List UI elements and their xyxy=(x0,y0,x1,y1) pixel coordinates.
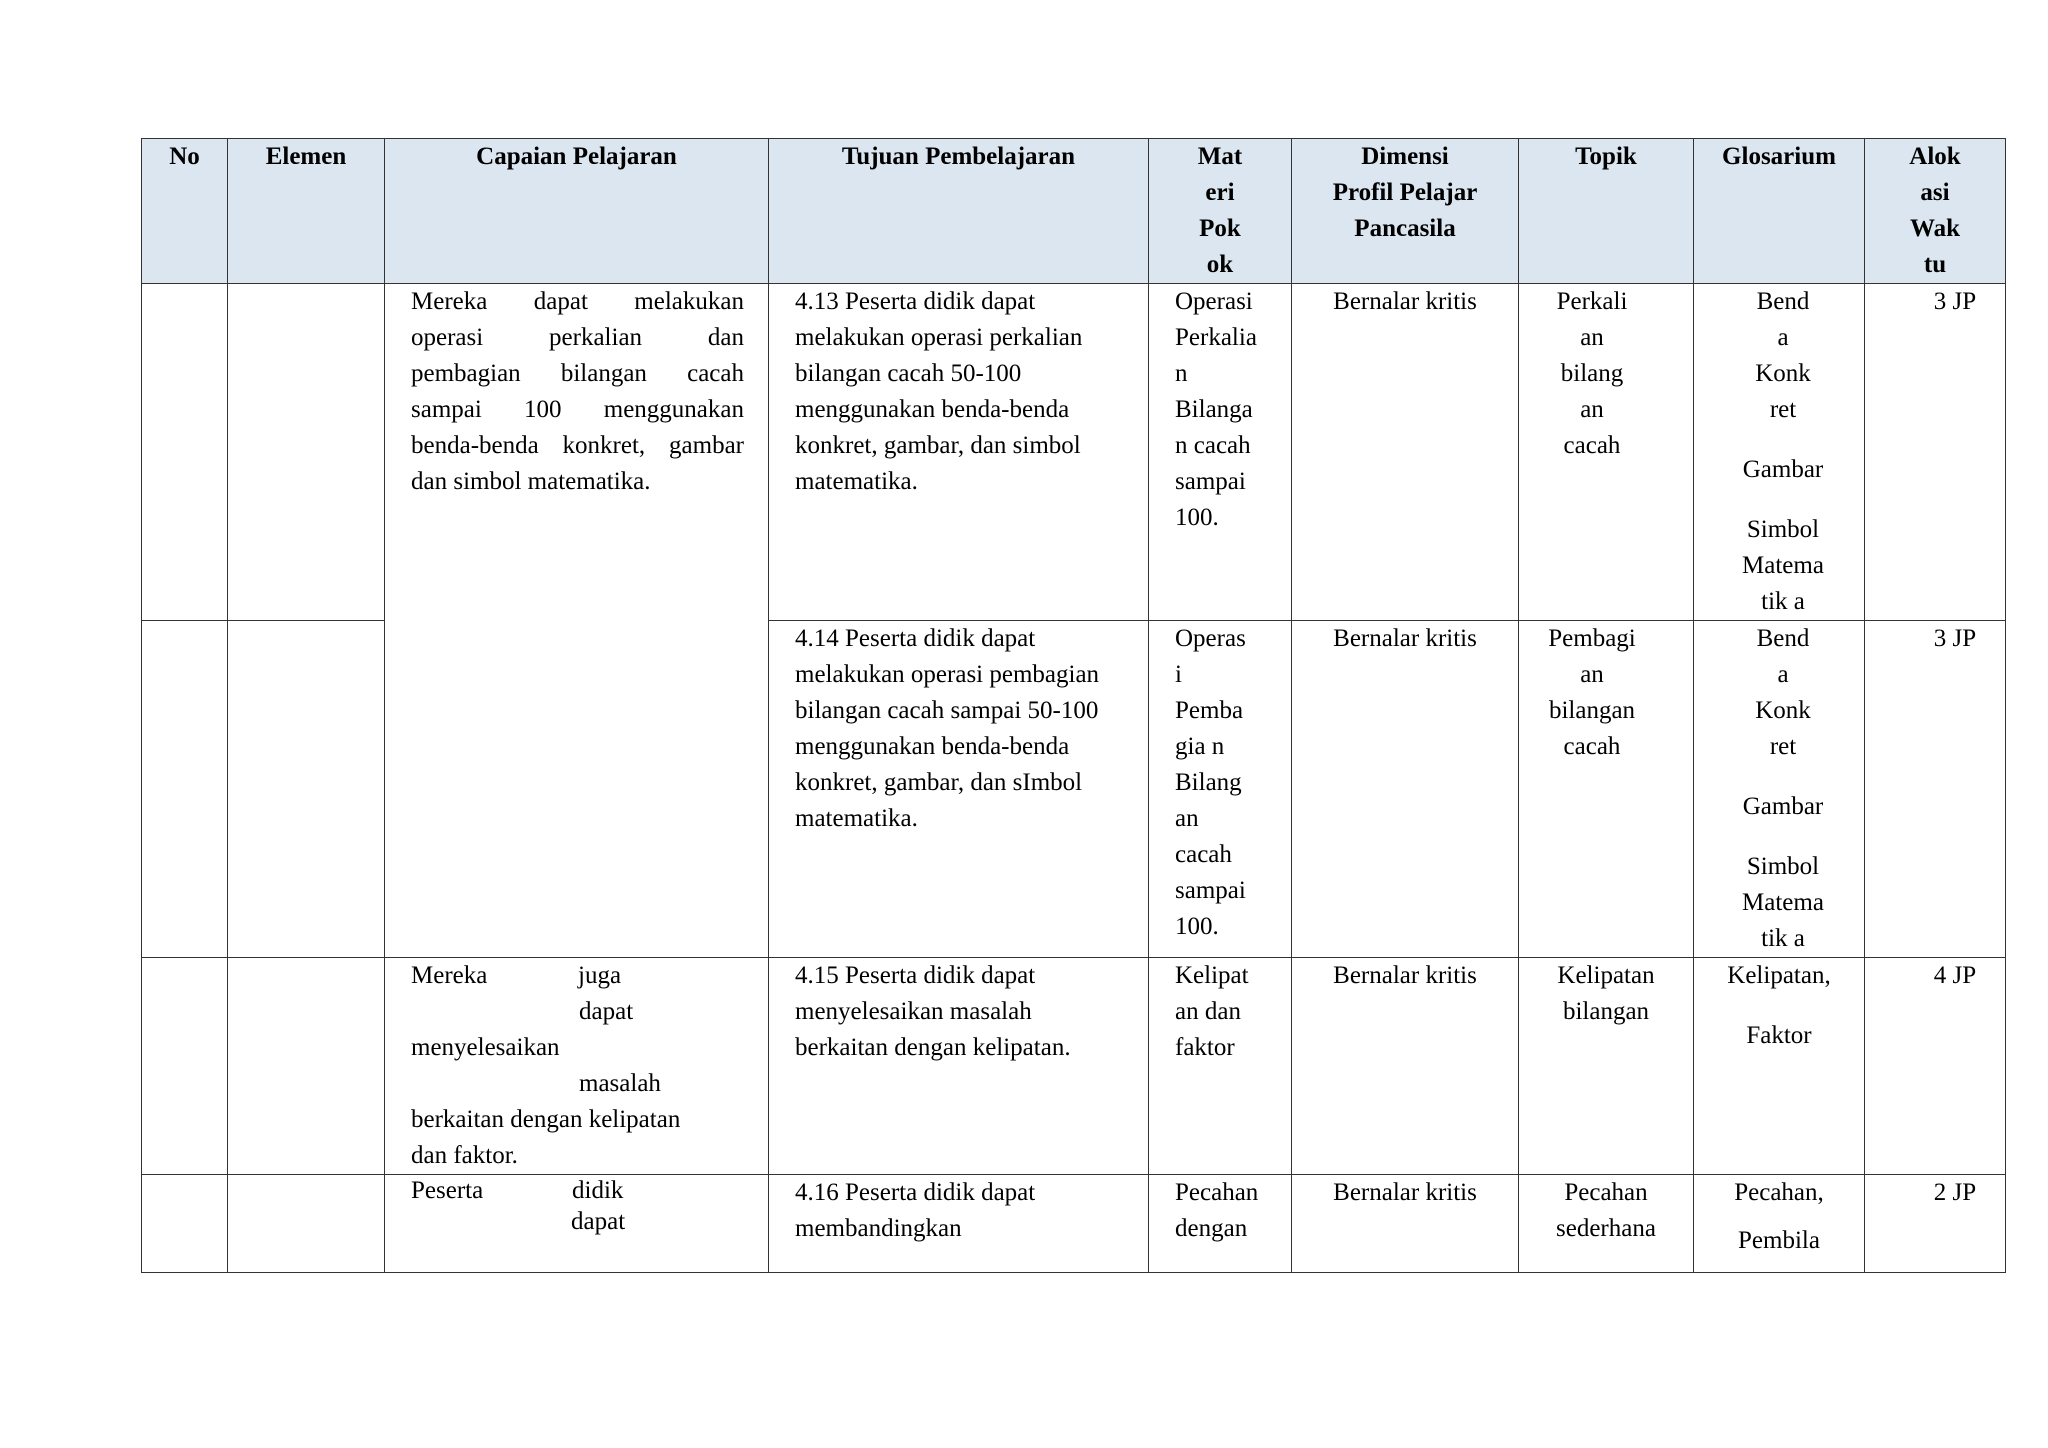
cell-capaian: Mereka dapat melakukan operasi perkalian dan pembagian bilangan cacah sampai 100 menggunakan benda-benda konkret, gambar dan simbol matematika. xyxy=(385,284,769,958)
cell-glosarium: Kelipatan, Faktor xyxy=(1694,958,1865,1175)
header-dimensi: Dimensi Profil Pelajar Pancasila xyxy=(1292,139,1519,284)
table-row xyxy=(142,958,2006,1175)
cell-no xyxy=(142,284,228,621)
cell-tujuan: 4.14 Peserta didik dapat melakukan operasi pembagian bilangan cacah sampai 50-100 menggunakan benda-benda konkret, gambar, dan sImbol matematika. xyxy=(769,621,1149,958)
cell-no xyxy=(142,958,228,1175)
cell-no xyxy=(142,1175,228,1273)
header-glosarium: Glosarium xyxy=(1694,139,1865,284)
cell-elemen xyxy=(228,621,385,958)
header-alokasi: Alok asi Wak tu xyxy=(1865,139,2006,284)
header-topik: Topik xyxy=(1519,139,1694,284)
cell-glosarium: Bend a Konk ret Gambar Simbol Matema tik a xyxy=(1694,621,1865,958)
header-no: No xyxy=(142,139,228,284)
cell-glosarium: Pecahan, Pembila xyxy=(1694,1175,1865,1273)
cell-dimensi: Bernalar kritis xyxy=(1292,621,1519,958)
cell-elemen xyxy=(228,1175,385,1273)
cell-materi: Kelipat an dan faktor xyxy=(1149,958,1292,1175)
cell-capaian: Mereka juga dapat menyelesaikan masalah berkaitan dengan kelipatan dan faktor. xyxy=(385,958,769,1175)
cell-materi: Operasi Perkalia n Bilanga n cacah sampai 100. xyxy=(1149,284,1292,621)
cell-materi: Pecahan dengan xyxy=(1149,1175,1292,1273)
header-materi: Mat eri Pok ok xyxy=(1149,139,1292,284)
cell-alokasi: 3 JP xyxy=(1865,621,2006,958)
cell-topik: Kelipatan bilangan xyxy=(1519,958,1694,1175)
cell-tujuan: 4.16 Peserta didik dapat membandingkan xyxy=(769,1175,1149,1273)
cell-materi: Operas i Pemba gia n Bilang an cacah sampai 100. xyxy=(1149,621,1292,958)
cell-dimensi: Bernalar kritis xyxy=(1292,1175,1519,1273)
curriculum-table xyxy=(141,138,2006,1273)
cell-topik: Pecahan sederhana xyxy=(1519,1175,1694,1273)
cell-alokasi: 4 JP xyxy=(1865,958,2006,1175)
header-elemen: Elemen xyxy=(228,139,385,284)
cell-topik: Pembagi an bilangan cacah xyxy=(1519,621,1694,958)
cell-dimensi: Bernalar kritis xyxy=(1292,958,1519,1175)
cell-topik: Perkali an bilang an cacah xyxy=(1519,284,1694,621)
cell-tujuan: 4.15 Peserta didik dapat menyelesaikan masalah berkaitan dengan kelipatan. xyxy=(769,958,1149,1175)
cell-alokasi: 2 JP xyxy=(1865,1175,2006,1273)
cell-elemen xyxy=(228,958,385,1175)
cell-glosarium: Bend a Konk ret Gambar Simbol Matema tik a xyxy=(1694,284,1865,621)
table-row xyxy=(142,284,2006,621)
header-capaian: Capaian Pelajaran xyxy=(385,139,769,284)
cell-elemen xyxy=(228,284,385,621)
table-row xyxy=(142,1175,2006,1273)
cell-tujuan: 4.13 Peserta didik dapat melakukan operasi perkalian bilangan cacah 50-100 menggunakan benda-benda konkret, gambar, dan simbol matematika. xyxy=(769,284,1149,621)
header-row xyxy=(142,139,2006,284)
cell-no xyxy=(142,621,228,958)
cell-dimensi: Bernalar kritis xyxy=(1292,284,1519,621)
cell-capaian: Peserta didik dapat xyxy=(385,1175,769,1273)
header-tujuan: Tujuan Pembelajaran xyxy=(769,139,1149,284)
cell-alokasi: 3 JP xyxy=(1865,284,2006,621)
